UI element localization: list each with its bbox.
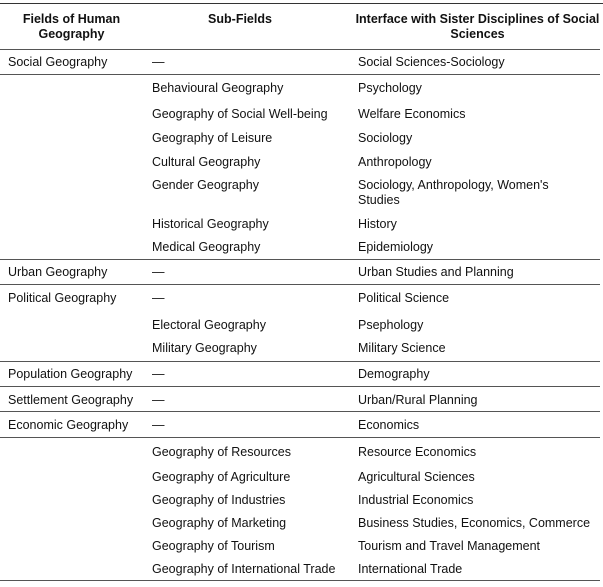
cell-field: Political Geography [8,291,117,305]
cell-subfield: Geography of Marketing [152,516,287,530]
cell-subfield: Medical Geography [152,240,261,254]
cell-interface: Business Studies, Economics, Commerce [358,516,591,530]
cell-interface: Epidemiology [358,240,434,254]
cell-subfield: Geography of Leisure [152,131,273,145]
cell-interface: Agricultural Sciences [358,470,475,484]
header-interface: Interface with Sister Disciplines of Social Sciences [355,12,600,41]
cell-subfield: — [152,418,165,432]
cell-subfield: Electoral Geography [152,318,266,332]
cell-interface: Political Science [358,291,450,305]
row-divider [0,74,600,75]
cell-interface: Urban/Rural Planning [358,393,478,407]
cell-subfield: — [152,393,165,407]
cell-field: Economic Geography [8,418,129,432]
cell-subfield: Geography of International Trade [152,562,336,576]
cell-interface: Sociology, Anthropology, Women's Studies [358,178,549,207]
header-subfields: Sub-Fields [208,12,272,26]
header-fields: Fields of Human Geography [22,12,121,41]
row-divider [0,386,600,387]
cell-subfield: Cultural Geography [152,155,261,169]
cell-interface: History [358,217,397,231]
cell-interface: Psephology [358,318,424,332]
cell-field: Social Geography [8,55,108,69]
cell-interface: International Trade [358,562,463,576]
cell-subfield: Geography of Social Well-being [152,107,328,121]
cell-interface: Demography [358,367,430,381]
header-rule [0,49,600,50]
cell-interface: Tourism and Travel Management [358,539,541,553]
cell-subfield: Geography of Industries [152,493,286,507]
cell-subfield: — [152,367,165,381]
cell-subfield: Gender Geography [152,178,260,192]
cell-interface: Urban Studies and Planning [358,265,514,279]
row-divider [0,259,600,260]
cell-subfield: — [152,265,165,279]
cell-subfield: Historical Geography [152,217,269,231]
cell-interface: Psychology [358,81,422,95]
cell-subfield: — [152,291,165,305]
cell-interface: Industrial Economics [358,493,474,507]
cell-interface: Welfare Economics [358,107,466,121]
cell-field: Settlement Geography [8,393,134,407]
cell-interface: Anthropology [358,155,432,169]
row-divider [0,361,600,362]
cell-subfield: Geography of Agriculture [152,470,291,484]
cell-field: Population Geography [8,367,133,381]
row-divider [0,284,600,285]
cell-interface: Resource Economics [358,445,477,459]
cell-subfield: Geography of Resources [152,445,291,459]
cell-field: Urban Geography [8,265,108,279]
cell-interface: Sociology [358,131,413,145]
cell-interface: Social Sciences-Sociology [358,55,505,69]
cell-subfield: Behavioural Geography [152,81,284,95]
cell-interface: Economics [358,418,420,432]
caption-rule [0,3,603,4]
cell-subfield: — [152,55,165,69]
row-divider [0,437,600,438]
bottom-rule [0,580,600,581]
cell-subfield: Military Geography [152,341,257,355]
row-divider [0,411,600,412]
cell-interface: Military Science [358,341,446,355]
cell-subfield: Geography of Tourism [152,539,275,553]
